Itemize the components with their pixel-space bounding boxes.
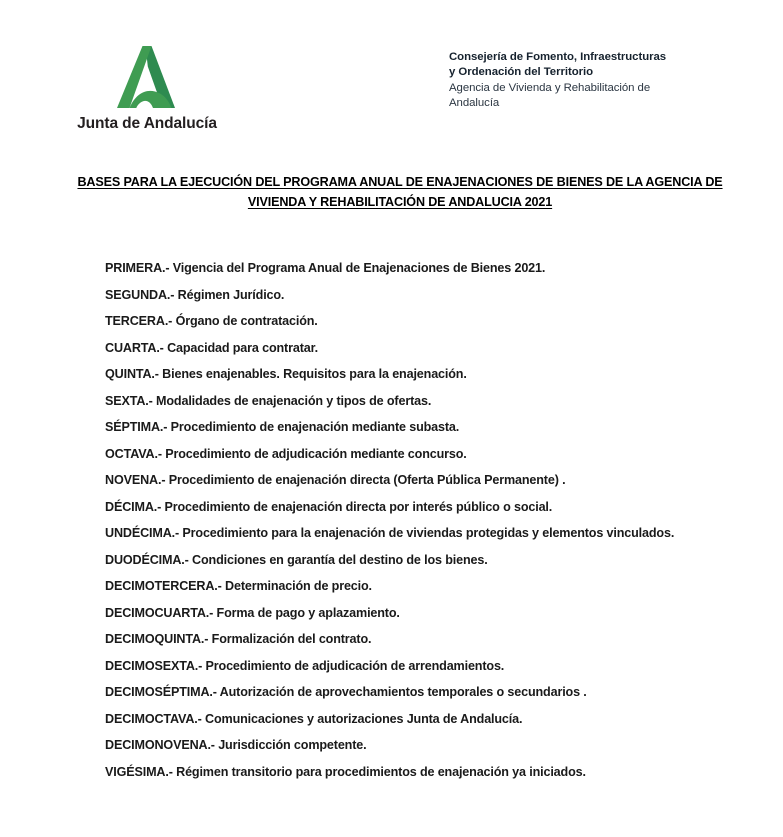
- clause-item: NOVENA.- Procedimiento de enajenación directa (Oferta Pública Permanente) .: [105, 473, 566, 487]
- clause-item: PRIMERA.- Vigencia del Programa Anual de Enajenaciones de Bienes 2021.: [105, 261, 546, 275]
- junta-de-andalucia-a-logo-icon: [107, 44, 187, 110]
- consejeria-line-2: y Ordenación del Territorio: [449, 66, 594, 79]
- clause-item: OCTAVA.- Procedimiento de adjudicación mediante concurso.: [105, 446, 467, 461]
- clause-item: DECIMOCTAVA.- Comunicaciones y autorizaciones Junta de Andalucía.: [105, 711, 523, 726]
- document-header: [0, 0, 783, 150]
- clause-item: SÉPTIMA.- Procedimiento de enajenación mediante subasta.: [105, 420, 460, 434]
- clause-list: [105, 261, 765, 791]
- clause-item: DECIMOSEXTA.- Procedimiento de adjudicación de arrendamientos.: [105, 658, 505, 673]
- clause-item: DECIMOSÉPTIMA.- Autorización de aprovechamientos temporales o secundarios .: [105, 685, 587, 699]
- consejeria-line-1: Consejería de Fomento, Infraestructuras: [449, 51, 667, 63]
- clause-item: SEGUNDA.- Régimen Jurídico.: [105, 287, 285, 302]
- clause-item: DECIMOQUINTA.- Formalización del contrato.: [105, 632, 372, 646]
- agencia-line-2: Andalucía: [449, 97, 500, 110]
- clause-item: DÉCIMA.- Procedimiento de enajenación directa por interés público o social.: [105, 499, 553, 514]
- clause-item: CUARTA.- Capacidad para contratar.: [105, 340, 319, 355]
- document-title-line-2: VIVIENDA Y REHABILITACIÓN DE ANDALUCIA 2021: [247, 195, 553, 209]
- clause-item: VIGÉSIMA.- Régimen transitorio para procedimientos de enajenación ya iniciados.: [105, 764, 586, 779]
- clause-item: DECIMOTERCERA.- Determinación de precio.: [105, 579, 372, 593]
- clause-item: SEXTA.- Modalidades de enajenación y tipos de ofertas.: [105, 393, 432, 408]
- logo-wordmark: Junta de Andalucía: [77, 115, 217, 132]
- agencia-line-1: Agencia de Vivienda y Rehabilitación de: [449, 81, 651, 94]
- clause-item: DECIMOCUARTA.- Forma de pago y aplazamiento.: [105, 605, 400, 620]
- organization-identity: [449, 50, 749, 112]
- document-title-line-1: BASES PARA LA EJECUCIÓN DEL PROGRAMA ANUAL DE ENAJENACIONES DE BIENES DE LA AGENCIA DE: [77, 175, 723, 189]
- document-title: [62, 172, 738, 212]
- junta-de-andalucia-logo: [62, 44, 232, 132]
- clause-item: QUINTA.- Bienes enajenables. Requisitos para la enajenación.: [105, 367, 467, 381]
- clause-item: DUODÉCIMA.- Condiciones en garantía del destino de los bienes.: [105, 552, 488, 567]
- clause-item: TERCERA.- Órgano de contratación.: [105, 314, 318, 328]
- clause-item: UNDÉCIMA.- Procedimiento para la enajenación de viviendas protegidas y elementos vinculados.: [105, 526, 675, 540]
- clause-item: DECIMONOVENA.- Jurisdicción competente.: [105, 738, 367, 752]
